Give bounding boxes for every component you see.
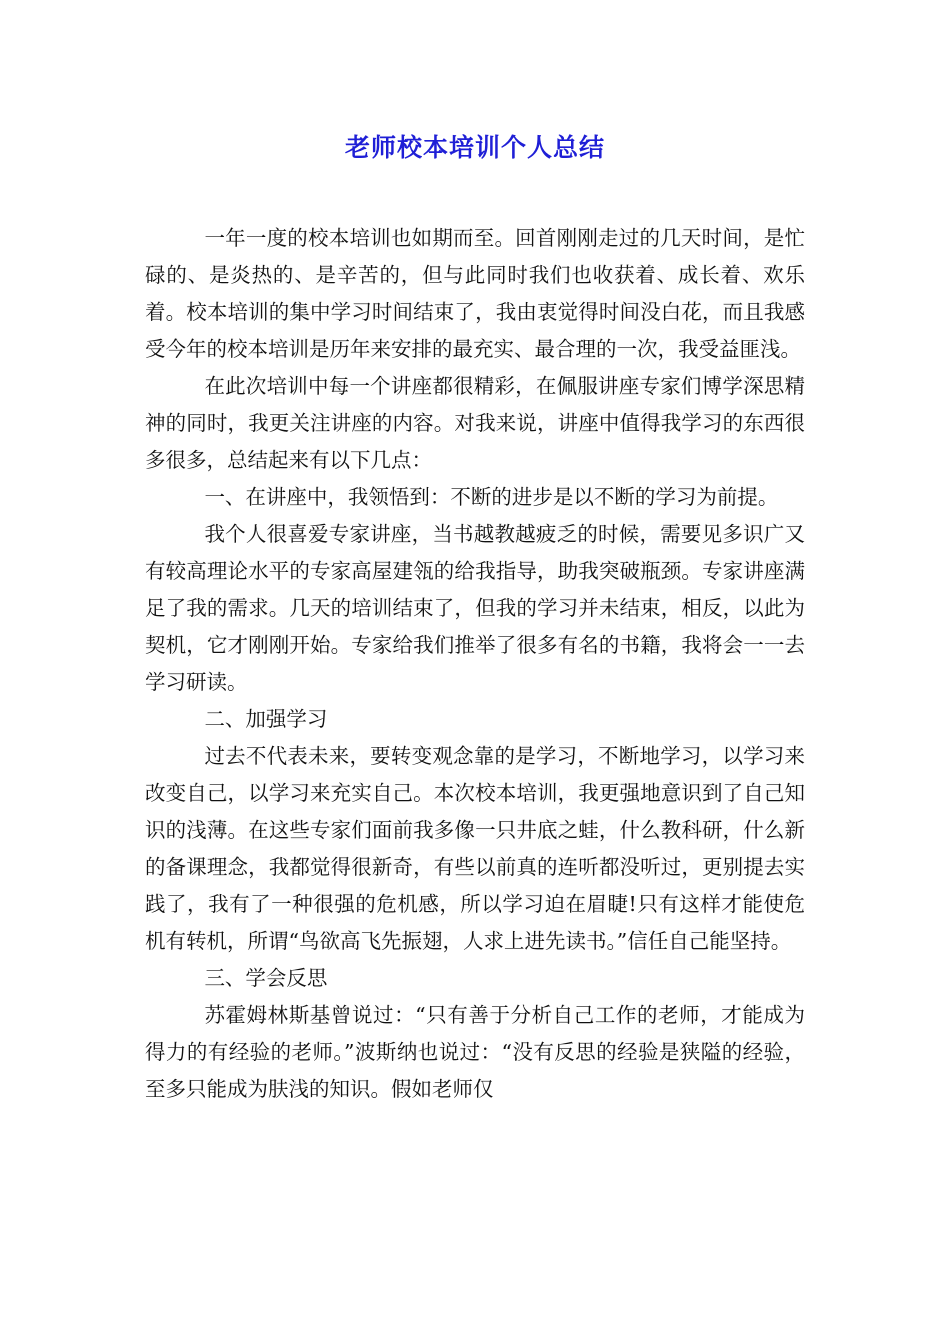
section-heading-reflection: 三、学会反思 (204, 966, 328, 990)
paragraph-intro: 一年一度的校本培训也如期而至。回首刚刚走过的几天时间，是忙碌的、是炎热的、是辛苦的，但与此同时我们也收获着、成长着、欢乐着。校本培训的集中学习时间结束了，我由衷觉得时间没白花，而且我感受今年的校本培训是历年来安排的最充实、最合理的一次，我受益匪浅。 (145, 226, 805, 361)
paragraph-expert-lectures: 我个人很喜爱专家讲座，当书越教越疲乏的时候，需要见多识广又有较高理论水平的专家高屋建瓴的给我指导，助我突破瓶颈。专家讲座满足了我的需求。几天的培训结束了，但我的学习并未结束，相反，以此为契机，它才刚刚开始。专家给我们推举了很多有名的书籍，我将会一一去学习研读。 (145, 522, 805, 694)
paragraph-lectures: 在此次培训中每一个讲座都很精彩，在佩服讲座专家们博学深思精神的同时，我更关注讲座的内容。对我来说，讲座中值得我学习的东西很多很多，总结起来有以下几点： (145, 374, 805, 472)
paragraph-learning: 过去不代表未来，要转变观念靠的是学习，不断地学习，以学习来改变自己，以学习来充实自己。本次校本培训，我更强地意识到了自己知识的浅薄。在这些专家们面前我多像一只井底之蛙，什么教科研，什么新的备课理念，我都觉得很新奇，有些以前真的连听都没听过，更别提去实践了，我有了一种很强的危机感，所以学习迫在眉睫!只有这样才能使危机有转机，所谓“鸟欲高飞先振翅，人求上进先读书。”信任自己能坚持。 (145, 744, 805, 953)
document-body (145, 220, 805, 1108)
section-heading-learning: 二、加强学习 (204, 707, 328, 731)
document-title: 老师校本培训个人总结 (344, 133, 605, 162)
paragraph-point-one: 一、在讲座中，我领悟到：不断的进步是以不断的学习为前提。 (204, 485, 779, 509)
paragraph-reflection: 苏霍姆林斯基曾说过：“只有善于分析自己工作的老师，才能成为得力的有经验的老师。”波斯纳也说过：“没有反思的经验是狭隘的经验，至多只能成为肤浅的知识。假如老师仅 (145, 1003, 805, 1101)
